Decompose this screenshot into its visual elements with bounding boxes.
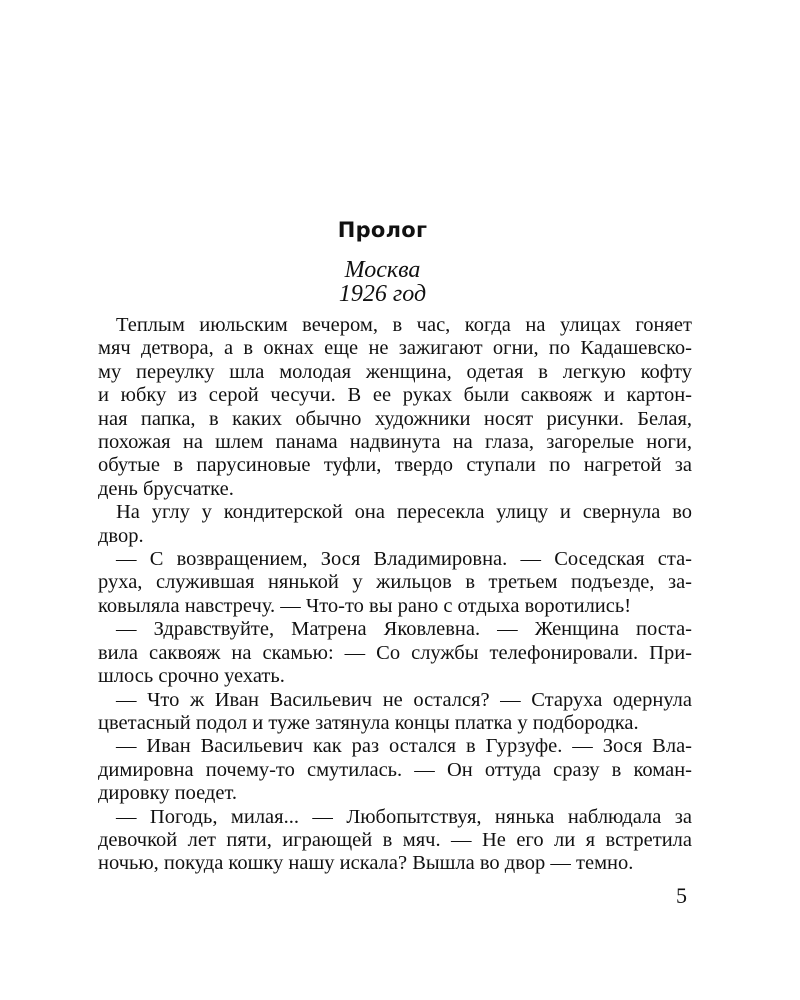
text-line: На углу у кондитерской она пересекла улицу и свернула во xyxy=(116,501,692,524)
text-line: — Иван Васильевич как раз остался в Гурзуфе. — Зося Вла- xyxy=(116,735,692,758)
text-line: похожая на шлем панама надвинута на глаза, загорелые ноги, xyxy=(98,431,692,454)
page-number: 5 xyxy=(676,883,687,908)
text-line: шлось срочно уехать. xyxy=(98,665,285,688)
text-line: мяч детвора, а в окнах еще не зажигают огни, по Кадашевско- xyxy=(98,337,692,360)
chapter-year: 1926 год xyxy=(338,281,427,307)
text-line: день брусчатке. xyxy=(98,477,234,500)
text-line: цветасный подол и туже затянула концы платка у подбородка. xyxy=(98,711,639,734)
text-line: ночью, покуда кошку нашу искала? Вышла во двор — темно. xyxy=(98,852,634,875)
body-text xyxy=(98,314,692,876)
paragraph xyxy=(98,806,692,876)
paragraph xyxy=(98,618,692,688)
paragraph xyxy=(98,735,692,805)
chapter-title-text: Пролог xyxy=(337,218,428,242)
text-line: — Что ж Иван Васильевич не остался? — Старуха одернула xyxy=(116,688,692,711)
text-line: вила саквояж на скамью: — Со службы телефонировали. При- xyxy=(98,641,692,664)
paragraph xyxy=(98,689,692,736)
text-line: — С возвращением, Зося Владимировна. — Соседская ста- xyxy=(116,548,692,571)
text-line: димировна почему-то смутилась. — Он оттуда сразу в коман- xyxy=(98,758,692,781)
text-line: дировку поедет. xyxy=(98,782,237,805)
text-line: му переулку шла молодая женщина, одетая в легкую кофту xyxy=(98,360,692,383)
text-line: ковыляла навстречу. — Что-то вы рано с отдыха воротились! xyxy=(98,594,632,617)
chapter-title xyxy=(0,218,765,242)
text-line: девочкой лет пяти, играющей в мяч. — Не его ли я встретила xyxy=(98,828,692,851)
text-line: — Погодь, милая... — Любопытствуя, нянька наблюдала за xyxy=(116,805,692,828)
text-line: ная папка, в каких обычно художники носят рисунки. Белая, xyxy=(98,407,692,430)
text-line: Теплым июльским вечером, в час, когда на улицах гоняет xyxy=(116,314,692,336)
paragraph xyxy=(98,314,692,501)
paragraph xyxy=(98,548,692,618)
chapter-place: Москва xyxy=(344,257,421,283)
text-line: и юбку из серой чесучи. В ее руках были саквояж и картон- xyxy=(98,384,692,407)
text-line: руха, служившая нянькой у жильцов в третьем подъезде, за- xyxy=(98,571,692,594)
text-line: двор. xyxy=(98,524,144,547)
text-line: обутые в парусиновые туфли, твердо ступали по нагретой за xyxy=(98,454,692,477)
paragraph xyxy=(98,501,692,548)
text-line: — Здравствуйте, Матрена Яковлевна. — Женщина поста- xyxy=(116,618,692,641)
